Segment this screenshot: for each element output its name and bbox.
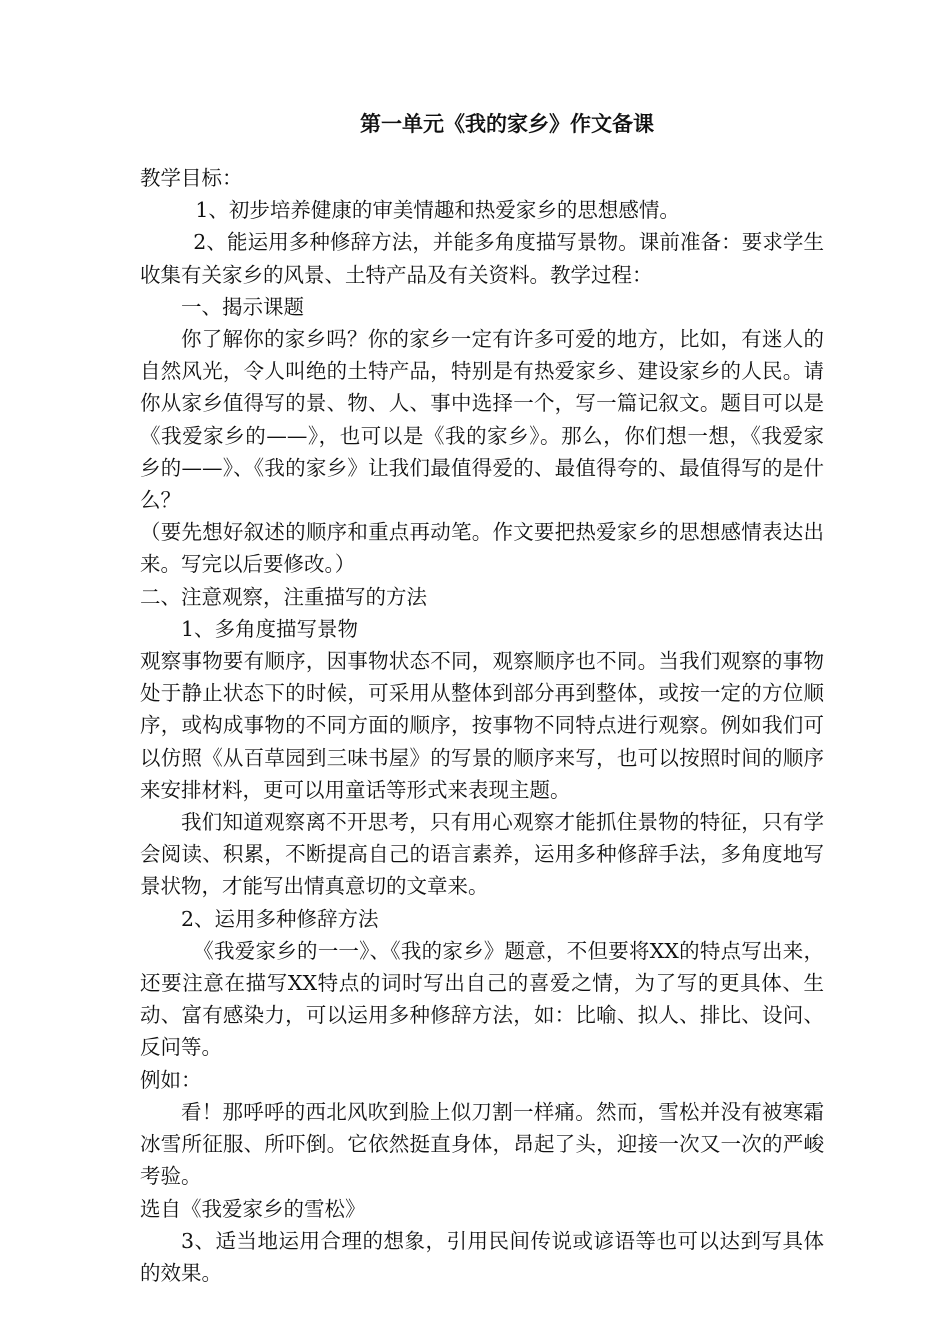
example-label: 例如：: [140, 1067, 202, 1092]
body-paragraph: 观察事物要有顺序，因事物状态不同，观察顺序也不同。当我们观察的事物处于静止状态下的时候，可采用从整体到部分再到整体，或按一定的方位顺序，或构成事物的不同方面的顺序，按事物不同特点进行观察。例如我们可以仿照《从百草园到三味书屋》的写景的顺序来写，也可以按照时间的顺序来安排材料，更可以用童话等形式来表现主题。: [140, 649, 824, 802]
body-paragraph: 《我爱家乡的一一》、《我的家乡》题意，不但要将XX的特点写出来，还要注意在描写XX特点的词时写出自己的喜爱之情，为了写的更具体、生动、富有感染力，可以运用多种修辞方法，如：比喻、拟人、排比、设问、反问等。: [140, 938, 824, 1060]
subheading-2: 2、运用多种修辞方法: [181, 906, 379, 931]
section-heading-objectives: 教学目标：: [140, 166, 243, 190]
example-paragraph: 看！那呼呼的西北风吹到脸上似刀割一样痛。然而，雪松并没有被寒霜冰雪所征服、所吓倒。它依然挺直身体，昂起了头，迎接一次又一次的严峻考验。: [140, 1099, 824, 1189]
section-heading-observation: 二、注意观察，注重描写的方法: [140, 584, 427, 609]
example-source: 选自《我爱家乡的雪松》: [140, 1196, 366, 1221]
subheading-3: 3、适当地运用合理的想象，引用民间传说或谚语等也可以达到写具体的效果。: [140, 1228, 824, 1285]
objective-item-1: 1、初步培养健康的审美情趣和热爱家乡的思想感情。: [195, 198, 680, 223]
section-heading-topic: 一、揭示课题: [181, 294, 304, 319]
subheading-1: 1、多角度描写景物: [181, 616, 359, 641]
body-paragraph-note: （要先想好叙述的顺序和重点再动笔。作文要把热爱家乡的思想感情表达出来。写完以后要修改。）: [140, 520, 824, 577]
body-paragraph: 你了解你的家乡吗？你的家乡一定有许多可爱的地方，比如，有迷人的自然风光，令人叫绝的土特产品，特别是有热爱家乡、建设家乡的人民。请你从家乡值得写的景、物、人、事中选择一个，写一篇记叙文。题目可以是《我爱家乡的——》，也可以是《我的家乡》。那么，你们想一想，《我爱家乡的——》、《我的家乡》让我们最值得爱的、最值得夸的、最值得写的是什么？: [140, 327, 824, 513]
document-title: 第一单元《我的家乡》作文备课: [360, 111, 654, 136]
body-paragraph: 我们知道观察离不开思考，只有用心观察才能抓住景物的特征，只有学会阅读、积累，不断提高自己的语言素养，运用多种修辞手法，多角度地写景状物，才能写出情真意切的文章来。: [140, 810, 824, 899]
objective-item-2: 2、能运用多种修辞方法，并能多角度描写景物。课前准备：要求学生收集有关家乡的风景、土特产品及有关资料。教学过程：: [140, 230, 824, 287]
